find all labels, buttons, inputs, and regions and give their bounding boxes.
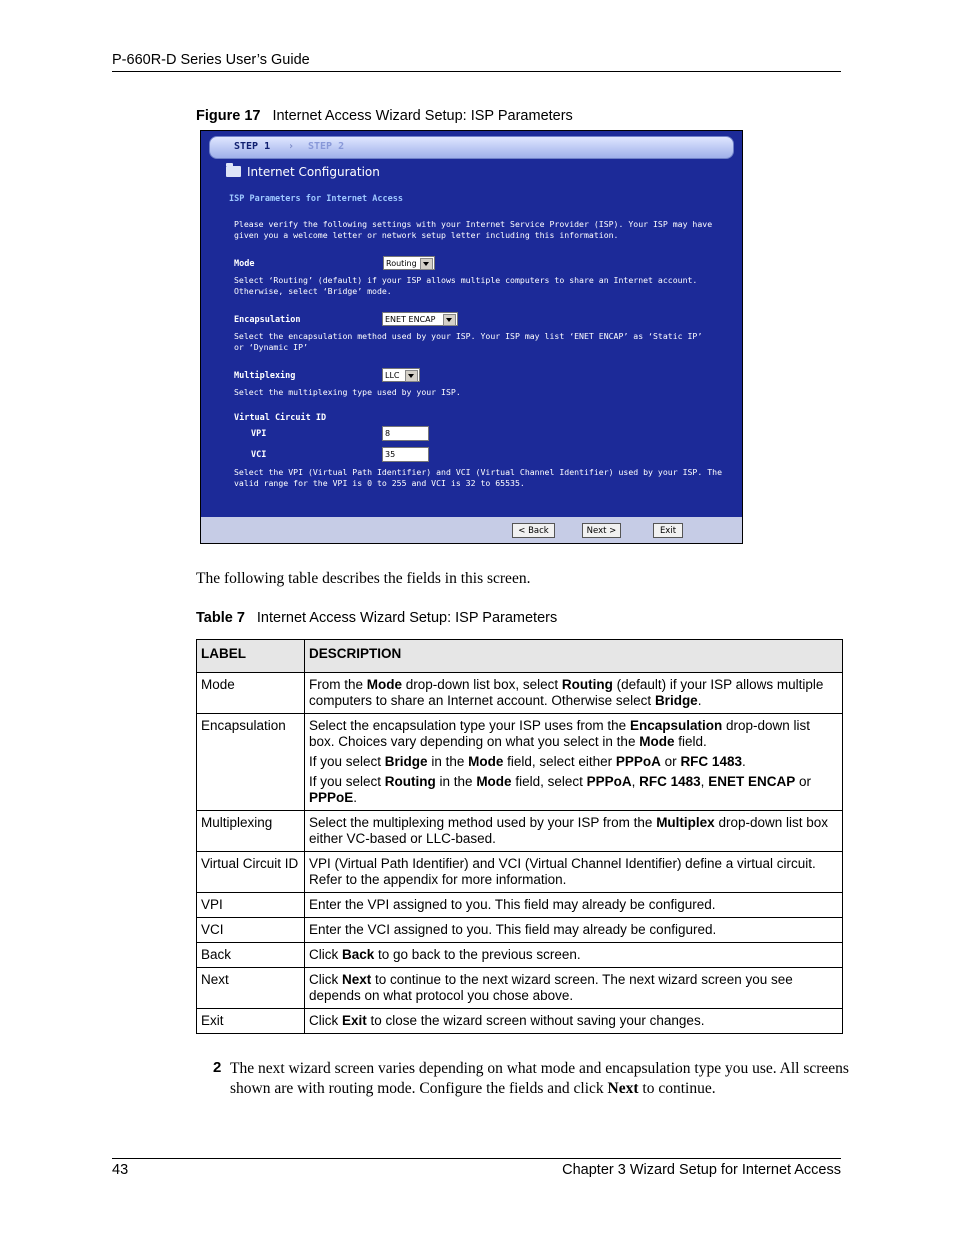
description-bold: PPPoA	[586, 774, 632, 789]
vpi-input[interactable]: 8	[382, 426, 429, 441]
multiplexing-help: Select the multiplexing type used by your ISP.	[234, 387, 461, 397]
step-number: 2	[213, 1059, 222, 1076]
row-description	[305, 714, 843, 811]
exit-button[interactable]: Exit	[653, 523, 683, 538]
intro-line-1: Please verify the following settings with your Internet Service Provider (ISP). Your ISP may have	[234, 219, 713, 229]
encapsulation-select[interactable]	[382, 312, 458, 326]
row-label: Mode	[197, 673, 305, 714]
header-rule	[112, 71, 841, 72]
description-text: From the	[309, 677, 367, 692]
description-bold: RFC 1483	[639, 774, 701, 789]
table-row	[197, 811, 843, 852]
description-paragraph	[309, 972, 838, 1004]
description-text: VPI (Virtual Path Identifier) and VCI (Virtual Channel Identifier) define a virtual circuit. Refer to the appendix for more information.	[309, 856, 816, 887]
row-label: Multiplexing	[197, 811, 305, 852]
description-paragraph	[309, 754, 838, 770]
table-row	[197, 968, 843, 1009]
table-row	[197, 1009, 843, 1034]
description-text: Select the encapsulation type your ISP uses from the	[309, 718, 630, 733]
table-row	[197, 673, 843, 714]
description-text: If you select	[309, 774, 385, 789]
description-text: Click	[309, 1013, 342, 1028]
table-row	[197, 943, 843, 968]
description-bold: Exit	[342, 1013, 367, 1028]
description-paragraph	[309, 774, 838, 806]
description-text: drop-down list box either VC-based or LLC-based.	[309, 815, 829, 846]
table-caption	[196, 610, 557, 626]
row-description	[305, 918, 843, 943]
table-row	[197, 714, 843, 811]
parameters-table	[196, 639, 843, 1034]
description-bold: Mode	[468, 754, 504, 769]
description-bold: Bridge	[384, 754, 428, 769]
figure-caption	[196, 108, 573, 124]
description-text: to continue to the next wizard screen. The next wizard screen you see depends on what protocol you chose above.	[309, 972, 793, 1003]
description-bold: PPPoE	[309, 790, 354, 805]
config-title: Internet Configuration	[247, 165, 380, 179]
page-number: 43	[112, 1162, 129, 1178]
mode-help-line-1: Select ‘Routing’ (default) if your ISP allows multiple computers to share an Internet account.	[234, 275, 698, 285]
description-paragraph	[309, 718, 838, 750]
virtual-circuit-help-line-1: Select the VPI (Virtual Path Identifier) and VCI (Virtual Channel Identifier) used by your ISP. The	[234, 467, 722, 477]
step-bar	[209, 136, 734, 159]
description-text: field, select either	[503, 754, 616, 769]
encapsulation-help	[234, 331, 734, 353]
encapsulation-select-value: ENET ENCAP	[385, 315, 436, 324]
virtual-circuit-help-line-2: valid range for the VPI is 0 to 255 and VCI is 32 to 65535.	[234, 478, 525, 488]
row-label: Encapsulation	[197, 714, 305, 811]
description-text: field.	[674, 734, 707, 749]
description-text: drop-down list box, select	[402, 677, 562, 692]
table-row	[197, 852, 843, 893]
description-bold: Routing	[384, 774, 436, 789]
description-paragraph	[309, 947, 838, 963]
description-bold: PPPoA	[615, 754, 661, 769]
vci-input[interactable]: 35	[382, 447, 429, 462]
description-paragraph	[309, 897, 838, 913]
running-header: P-660R-D Series User’s Guide	[112, 52, 310, 68]
table-row	[197, 918, 843, 943]
description-text: drop-down list box. Choices vary depending on what you select in the	[309, 718, 810, 749]
row-label: Back	[197, 943, 305, 968]
header-label: LABEL	[197, 640, 305, 673]
description-bold: Next	[342, 972, 372, 987]
table-row	[197, 893, 843, 918]
row-label: VPI	[197, 893, 305, 918]
footer-rule	[112, 1158, 841, 1159]
row-label: Virtual Circuit ID	[197, 852, 305, 893]
step-1-indicator[interactable]: STEP 1	[234, 141, 271, 152]
step-text	[230, 1059, 850, 1099]
table-label: Table 7	[196, 610, 245, 626]
description-text: ,	[700, 774, 709, 789]
description-bold: Mode	[476, 774, 512, 789]
step-text-bold: Next	[607, 1080, 639, 1097]
encapsulation-help-line-2: or ‘Dynamic IP’	[234, 342, 308, 352]
mode-help	[234, 275, 734, 297]
chevron-down-icon	[420, 258, 433, 270]
step-text-part-1: The next wizard screen varies depending on what mode and encapsulation type you use. All screens shown are with routing mode. Configure the fields and click	[230, 1060, 849, 1097]
description-text: Click	[309, 947, 342, 962]
table-title: Internet Access Wizard Setup: ISP Parameters	[256, 610, 558, 626]
intro-line-2: given you a welcome letter or network setup letter including this information.	[234, 230, 619, 240]
back-button[interactable]: < Back	[512, 523, 555, 538]
description-text: Enter the VPI assigned to you. This field may already be configured.	[309, 897, 716, 912]
description-text: .	[353, 790, 358, 805]
intro-text	[234, 219, 734, 241]
description-text: in the	[427, 754, 469, 769]
description-text: ,	[631, 774, 640, 789]
chevron-down-icon	[443, 314, 456, 326]
virtual-circuit-label: Virtual Circuit ID	[234, 413, 327, 423]
chevron-down-icon	[405, 370, 418, 382]
description-text: .	[741, 754, 746, 769]
mode-help-line-2: Otherwise, select ‘Bridge’ mode.	[234, 286, 392, 296]
description-paragraph	[309, 677, 838, 709]
encapsulation-help-line-1: Select the encapsulation method used by your ISP. Your ISP may list ‘ENET ENCAP’ as ‘Static IP’	[234, 331, 703, 341]
row-description	[305, 811, 843, 852]
description-text: Select the multiplexing method used by your ISP from the	[309, 815, 657, 830]
description-bold: Mode	[639, 734, 675, 749]
section-title: ISP Parameters for Internet Access	[229, 194, 403, 204]
step-text-part-2: to continue.	[638, 1080, 716, 1097]
description-text: to go back to the previous screen.	[374, 947, 581, 962]
next-button[interactable]: Next >	[582, 523, 621, 538]
row-description	[305, 673, 843, 714]
description-paragraph	[309, 1013, 838, 1029]
description-text: or	[660, 754, 681, 769]
description-text: in the	[435, 774, 477, 789]
encapsulation-label: Encapsulation	[234, 315, 301, 325]
row-description	[305, 893, 843, 918]
figure-label: Figure 17	[196, 108, 261, 124]
figure-title: Internet Access Wizard Setup: ISP Parameters	[272, 108, 573, 124]
description-text: or	[795, 774, 811, 789]
table-intro: The following table describes the fields in this screen.	[196, 570, 531, 587]
description-bold: ENET ENCAP	[708, 774, 796, 789]
row-description	[305, 943, 843, 968]
description-bold: Routing	[561, 677, 613, 692]
description-text: Enter the VCI assigned to you. This field may already be configured.	[309, 922, 717, 937]
mode-select[interactable]	[383, 256, 435, 270]
description-paragraph	[309, 922, 838, 938]
description-bold: Bridge	[654, 693, 698, 708]
description-bold: Encapsulation	[629, 718, 723, 733]
step-arrow-icon: ›	[288, 141, 295, 152]
vci-label: VCI	[251, 450, 267, 460]
button-bar	[201, 517, 742, 543]
mode-select-value: Routing	[386, 259, 417, 268]
vpi-label: VPI	[251, 429, 267, 439]
description-text: to close the wizard screen without saving your changes.	[366, 1013, 705, 1028]
description-bold: Multiplex	[656, 815, 715, 830]
row-description	[305, 1009, 843, 1034]
description-bold: Mode	[366, 677, 403, 692]
header-description: DESCRIPTION	[305, 640, 843, 673]
multiplexing-select-value: LLC	[385, 371, 400, 380]
description-paragraph	[309, 815, 838, 847]
description-text: field, select	[511, 774, 587, 789]
description-bold: RFC 1483	[680, 754, 742, 769]
virtual-circuit-help	[234, 467, 734, 489]
row-description	[305, 968, 843, 1009]
row-description	[305, 852, 843, 893]
table-header-row	[197, 640, 843, 673]
row-label: VCI	[197, 918, 305, 943]
multiplexing-label: Multiplexing	[234, 371, 296, 381]
mode-label: Mode	[234, 259, 255, 269]
row-label: Exit	[197, 1009, 305, 1034]
description-paragraph	[309, 856, 838, 888]
description-text: Click	[309, 972, 342, 987]
multiplexing-select[interactable]	[382, 368, 420, 382]
step-2-indicator[interactable]: STEP 2	[308, 141, 345, 152]
row-label: Next	[197, 968, 305, 1009]
description-text: If you select	[309, 754, 385, 769]
description-bold: Back	[342, 947, 375, 962]
folder-icon	[226, 166, 241, 177]
description-text: .	[697, 693, 702, 708]
chapter-title: Chapter 3 Wizard Setup for Internet Access	[562, 1162, 841, 1178]
wizard-screenshot	[200, 130, 743, 544]
description-text: (default) if your ISP allows multiple computers to share an Internet account. Otherwise select	[309, 677, 824, 708]
